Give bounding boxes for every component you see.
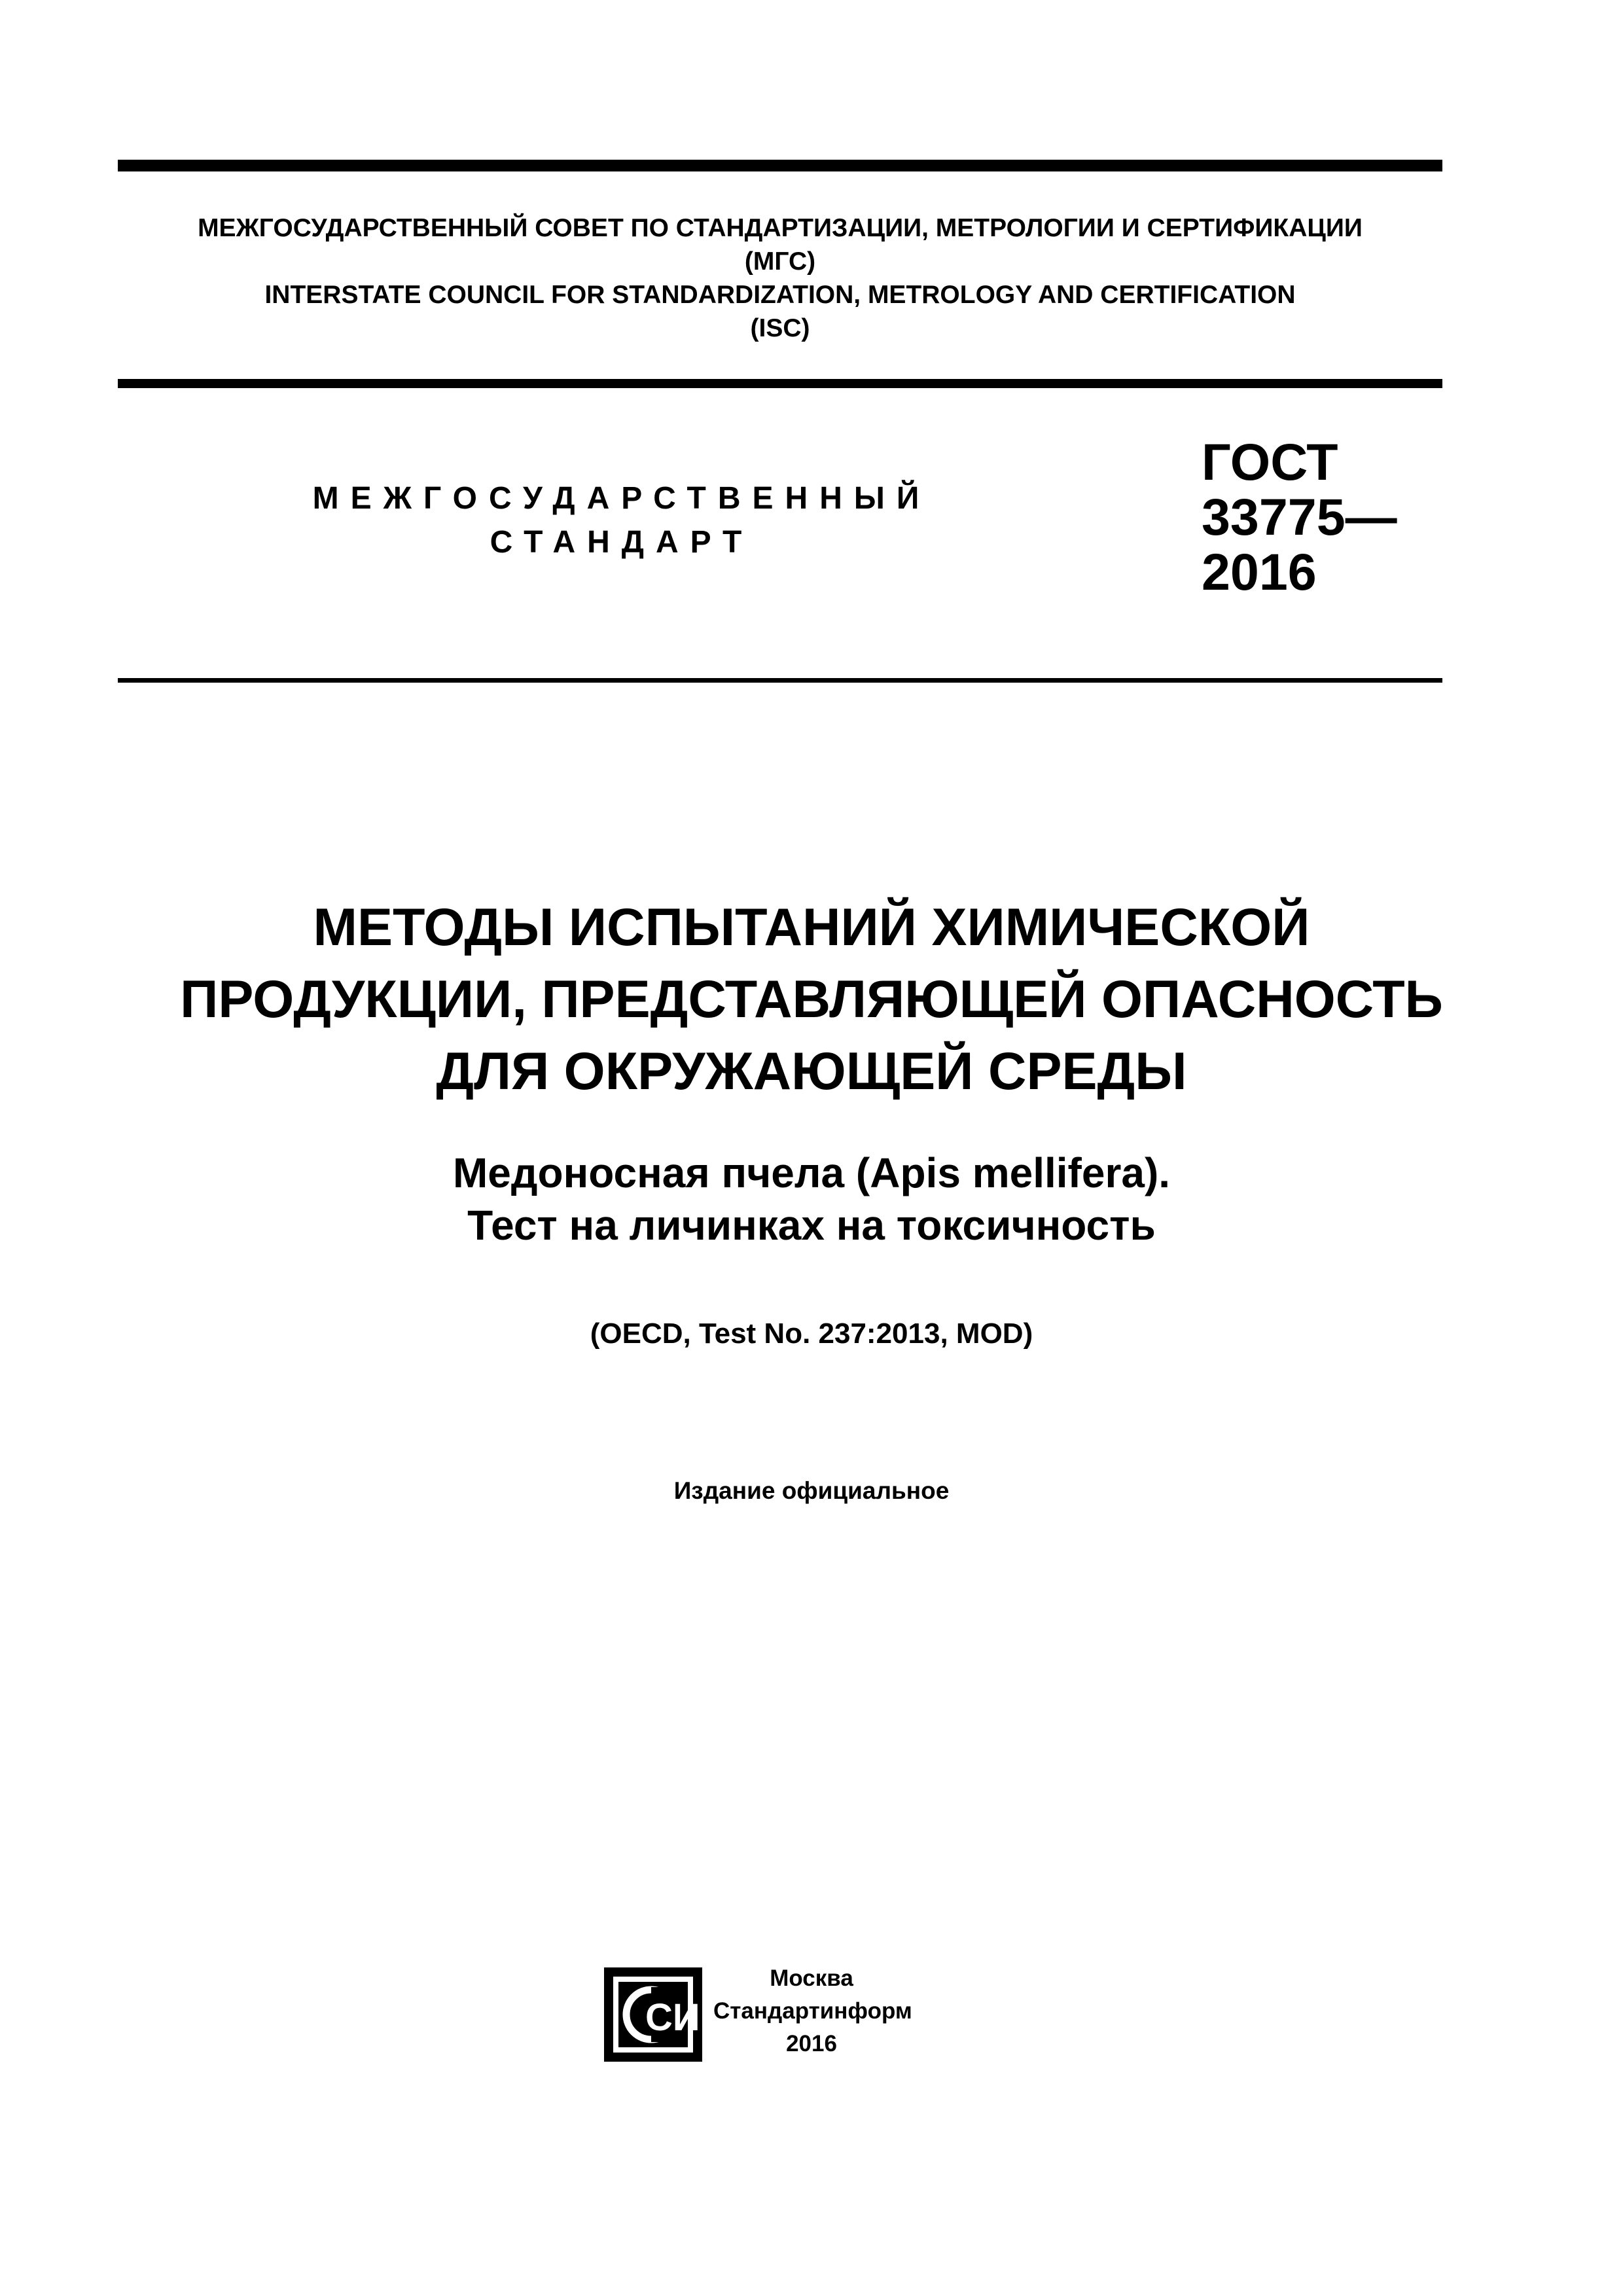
- subtitle-line1: Медоносная пчела (Apis mellifera).: [452, 1149, 1171, 1196]
- council-header: [118, 211, 1442, 345]
- subtitle-line2: Тест на личинках на токсичность: [467, 1202, 1156, 1249]
- designation-prefix: ГОСТ: [1202, 433, 1338, 491]
- standard-kind: [236, 476, 1008, 564]
- title-line3: ДЛЯ ОКРУЖАЮЩЕЙ СРЕДЫ: [436, 1042, 1187, 1101]
- document-subtitle: [92, 1147, 1531, 1251]
- council-abbr-en: (ISC): [750, 314, 810, 342]
- council-abbr-ru: (МГС): [744, 247, 816, 276]
- middle-rule: [118, 379, 1442, 388]
- council-name-ru: МЕЖГОСУДАРСТВЕННЫЙ СОВЕТ ПО СТАНДАРТИЗАЦИИ, МЕТРОЛОГИИ И СЕРТИФИКАЦИИ: [198, 214, 1363, 242]
- logo-lettering: СИ: [645, 1996, 700, 2039]
- standard-kind-line1: МЕЖГОСУДАРСТВЕННЫЙ: [312, 481, 931, 516]
- designation-number: 33775—: [1202, 488, 1397, 546]
- lower-rule: [118, 678, 1442, 683]
- oecd-reference: (OECD, Test No. 237:2013, MOD): [590, 1318, 1033, 1350]
- imprint-year: 2016: [786, 2031, 837, 2056]
- standartinform-logo: [604, 1967, 702, 2062]
- imprint-city: Москва: [770, 1965, 853, 1991]
- council-name-en: INTERSTATE COUNCIL FOR STANDARDIZATION, METROLOGY AND CERTIFICATION: [264, 281, 1296, 309]
- designation-year: 2016: [1202, 543, 1317, 601]
- document-title: [92, 891, 1531, 1107]
- top-rule: [118, 160, 1442, 171]
- title-line1: МЕТОДЫ ИСПЫТАНИЙ ХИМИЧЕСКОЙ: [313, 898, 1310, 957]
- imprint: [713, 1962, 910, 2060]
- standard-kind-line2: СТАНДАРТ: [490, 525, 754, 560]
- title-line2: ПРОДУКЦИИ, ПРЕДСТАВЛЯЮЩЕЙ ОПАСНОСТЬ: [180, 970, 1443, 1029]
- standard-designation: [1202, 435, 1397, 600]
- edition-label: Издание официальное: [673, 1477, 950, 1504]
- imprint-publisher: Стандартинформ: [713, 1998, 912, 2024]
